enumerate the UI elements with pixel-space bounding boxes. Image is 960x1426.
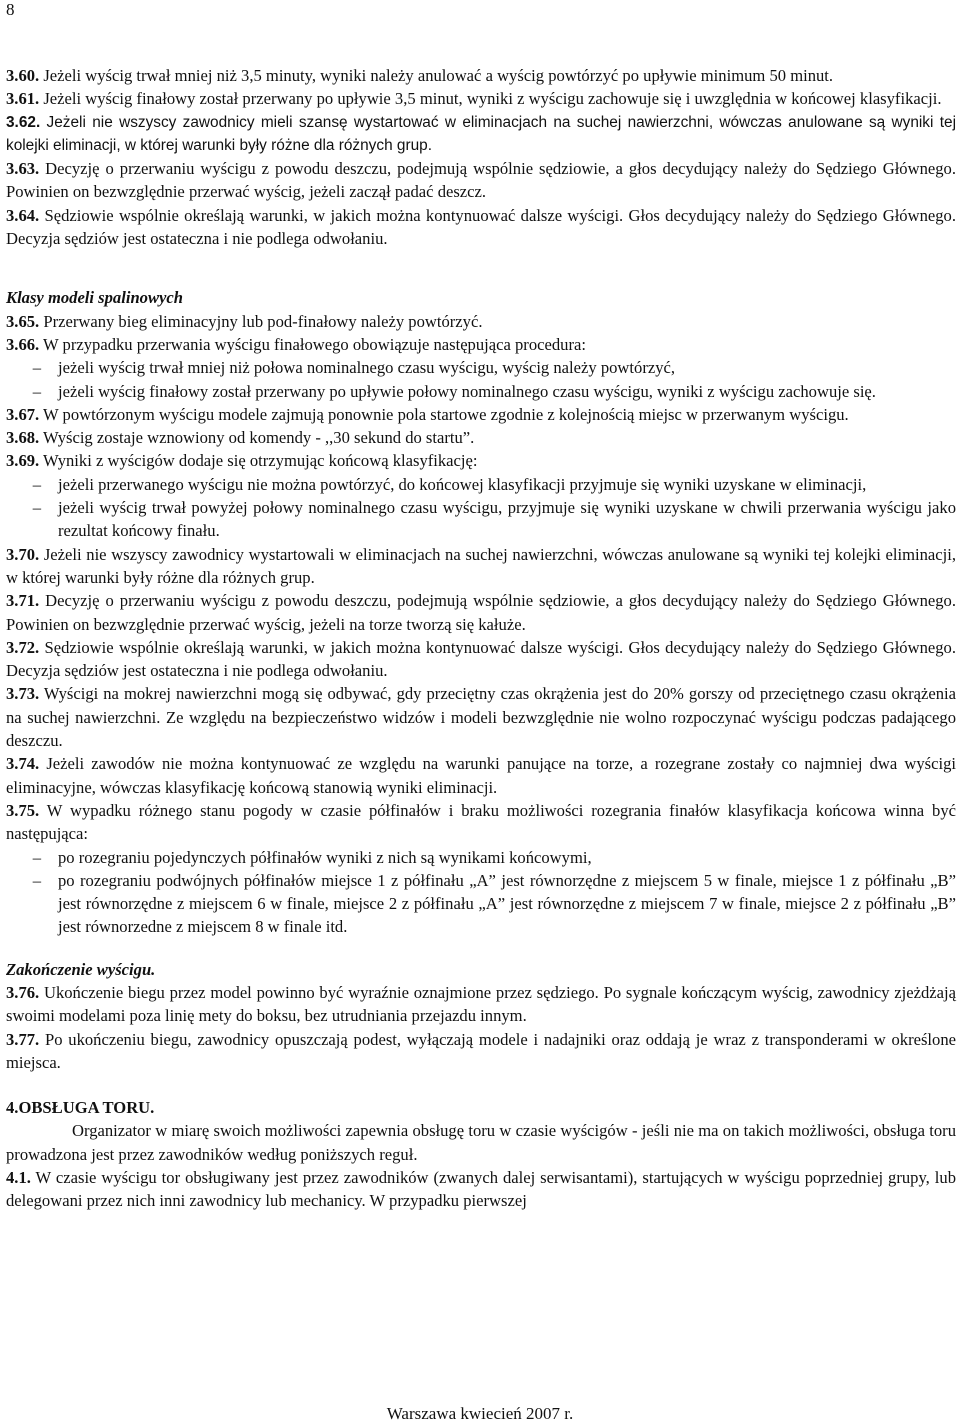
rule-number: 3.63.	[6, 159, 40, 179]
rule-3-72	[6, 636, 956, 683]
section-4-title: 4.OBSŁUGA TORU.	[6, 1098, 155, 1118]
rule-text: W wypadku różnego stanu pogody w czasie półfinałów i braku możliwości rozegrania finałów klasyfikacja końcowa winna być następująca:	[6, 800, 956, 844]
list-item-text: po rozegraniu podwójnych półfinałów miejsce 1 z półfinału „A” jest równorzędne z miejscem 5 w finale, miejsce 1 z półfinału „B” jest równorzędne z miejscem 6 w finale, miejsce 2 z półfinału „A” jest równorzędne z miejscem 7 w finale, miejsce 2 z półfinału „B” jest równorzedne z miejscem 8 w finale itd.	[58, 870, 956, 937]
rule-text: Przerwany bieg eliminacyjny lub pod-finałowy należy powtórzyć.	[39, 311, 483, 331]
rule-3-68	[6, 426, 956, 449]
rule-number: 3.71.	[6, 591, 40, 611]
rule-text: Ukończenie biegu przez model powinno być wyraźnie oznajmione przez sędziego. Po sygnale kończącym wyścig, zawodnicy zjeżdżają swoimi modelami poza linię mety do boksu, bez utrudniania przejazdu innym.	[6, 982, 956, 1026]
section-4-intro: Organizator w miarę swoich możliwości zapewnia obsługę toru w czasie wyścigów - jeśli nie ma on takich możliwości, obsługa toru prowadzona jest przez zawodników według poniższych reguł.	[6, 1121, 956, 1164]
rule-3-65	[6, 310, 956, 333]
list-item-text: jeżeli wyścig trwał powyżej połowy nominalnego czasu wyścigu, przyjmuje się wyniki uzyskane w chwili przerwania wyścigu jako rezultat końcowy finału.	[58, 498, 956, 541]
rule-text: Jeżeli nie wszyscy zawodnicy mieli szansę wystartować w eliminacjach na suchej nawierzchni, wówczas anulowane są wyniki tej kolejki eliminacji, w której warunki były różne dla różnych grup.	[6, 113, 956, 154]
dash-bullet: –	[32, 381, 41, 401]
rule-text: Jeżeli wyścig trwał mniej niż 3,5 minuty, wyniki należy anulować a wyścig powtórzyć po upływie minimum 50 minut.	[39, 66, 834, 85]
dash-bullet: –	[32, 474, 41, 494]
rule-number: 3.73.	[6, 684, 40, 704]
rule-text: Sędziowie wspólnie określają warunki, w jakich można kontynuować dalsze wyścigi. Głos decydujący należy do Sędziego Głównego. Decyzja sędziów jest ostateczna i nie podlega odwołaniu.	[6, 637, 956, 681]
list-item-text: jeżeli wyścig finałowy został przerwany po upływie połowy nominalnego czasu wyścigu, wyniki z wyścigu zachowuje się.	[58, 381, 876, 401]
document-body	[6, 64, 956, 1213]
rule-number: 3.67.	[6, 404, 40, 424]
rule-3-60	[6, 64, 956, 87]
rule-number: 3.76.	[6, 982, 40, 1002]
rule-number: 3.75.	[6, 800, 40, 820]
rule-text: Po ukończeniu biegu, zawodnicy opuszczają podest, wyłączają modele i nadajniki oraz oddają je wraz z transponderami w określone miejsca.	[6, 1029, 956, 1072]
list-item	[6, 473, 956, 496]
rule-3-66	[6, 333, 956, 356]
rule-number: 3.70.	[6, 544, 40, 564]
rule-number: 4.1.	[6, 1168, 31, 1188]
list-item	[6, 869, 956, 939]
rule-text: Wyścigi na mokrej nawierzchni mogą się odbywać, gdy przeciętny czas okrążenia jest do 20% gorszy od przeciętnego czasu okrążenia na suchej nawierzchni. Ze względu na bezpieczeństwo widzów i modeli bezwzględnie nie wolno rozpoczynać wyścigu podczas padającego deszczu.	[6, 684, 956, 751]
rule-3-71	[6, 589, 956, 636]
rule-text: W przypadku przerwania wyścigu finałowego obowiązuje następująca procedura:	[39, 334, 586, 354]
rule-number: 3.64.	[6, 205, 40, 225]
rule-text: Wyniki z wyścigów dodaje się otrzymując końcową klasyfikację:	[39, 451, 478, 471]
rule-number: 3.68.	[6, 428, 40, 448]
dash-bullet: –	[32, 498, 41, 518]
rule-3-70	[6, 543, 956, 590]
dash-bullet: –	[32, 847, 41, 867]
rule-3-74	[6, 752, 956, 799]
rule-text: W powtórzonym wyścigu modele zajmują ponownie pola startowe zgodnie z kolejnością miejsc w przerwanym wyścigu.	[39, 404, 849, 424]
list-item	[6, 496, 956, 543]
list-item-text: po rozegraniu pojedynczych półfinałów wyniki z nich są wynikami końcowymi,	[58, 847, 592, 867]
rule-3-73	[6, 682, 956, 752]
rule-3-67	[6, 403, 956, 426]
list-item	[6, 356, 956, 379]
rule-number: 3.77.	[6, 1029, 40, 1049]
rule-text: Sędziowie wspólnie określają warunki, w jakich można kontynuować dalsze wyścigi. Głos decydujący należy do Sędziego Głównego. Decyzja sędziów jest ostateczna i nie podlega odwołaniu.	[6, 205, 956, 249]
list-item-text: jeżeli przerwanego wyścigu nie można powtórzyć, do końcowej klasyfikacji przyjmuje się wyniki uzyskane w eliminacji,	[58, 474, 867, 494]
dash-bullet: –	[32, 358, 41, 378]
rule-number: 3.74.	[6, 754, 40, 774]
rule-number: 3.62.	[6, 113, 41, 131]
rule-4-1	[6, 1166, 956, 1213]
list-item	[6, 846, 956, 869]
rule-3-64	[6, 204, 956, 251]
rule-3-69	[6, 449, 956, 472]
rule-3-61	[6, 87, 956, 110]
rule-3-77	[6, 1028, 956, 1075]
heading-spalinowe: Klasy modeli spalinowych	[6, 288, 184, 308]
rule-number: 3.61.	[6, 89, 40, 109]
rule-3-75	[6, 799, 956, 846]
rule-text: Jeżeli zawodów nie można kontynuować ze względu na warunki panujące na torze, a rozegrane zostały co najmniej dwa wyścigi eliminacyjne, wówczas klasyfikację końcową stanowią wyniki eliminacji.	[6, 754, 956, 797]
rule-text: Wyścig zostaje wznowiony od komendy - ,,30 sekund do startu”.	[39, 428, 475, 448]
list-item-text: jeżeli wyścig trwał mniej niż połowa nominalnego czasu wyścigu, wyścig należy powtórzyć,	[58, 358, 676, 378]
heading-zakonczenie: Zakończenie wyścigu.	[6, 959, 156, 979]
rule-number: 3.72.	[6, 637, 40, 657]
rule-text: W czasie wyścigu tor obsługiwany jest przez zawodników (zwanych dalej serwisantami), startujących w wyścigu poprzedniej grupy, lub delegowani przez nich inni zawodnicy lub mechanicy. W przypadku pierwszej	[6, 1168, 956, 1211]
rule-text: Jeżeli wyścig finałowy został przerwany po upływie 3,5 minut, wyniki z wyścigu zachowuje się i uwzględnia w końcowej klasyfikacji.	[39, 89, 942, 109]
rule-number: 3.65.	[6, 311, 40, 331]
page-number: 8	[6, 0, 15, 19]
rule-text: Decyzję o przerwaniu wyścigu z powodu deszczu, podejmują wspólnie sędziowie, a głos decydujący należy do Sędziego Głównego. Powinien on bezwzględnie przerwać wyścig, jeżeli na torze tworzą się kałuże.	[6, 591, 956, 634]
rule-3-63	[6, 157, 956, 204]
page-footer: Warszawa kwiecień 2007 r.	[386, 1404, 574, 1423]
rule-number: 3.69.	[6, 451, 40, 471]
list-item	[6, 380, 956, 403]
dash-bullet: –	[32, 870, 41, 890]
rule-number: 3.66.	[6, 334, 40, 354]
rule-text: Decyzję o przerwaniu wyścigu z powodu deszczu, podejmują wspólnie sędziowie, a głos decydujący należy do Sędziego Głównego. Powinien on bezwzględnie przerwać wyścig, jeżeli zaczął padać deszcz.	[6, 159, 956, 202]
rule-text: Jeżeli nie wszyscy zawodnicy wystartowali w eliminacjach na suchej nawierzchni, wówczas anulowane są wyniki tej kolejki eliminacji, w której warunki były różne dla różnych grup.	[6, 544, 956, 587]
rule-number: 3.60.	[6, 66, 40, 85]
rule-3-62	[6, 111, 956, 158]
rule-3-76	[6, 981, 956, 1028]
